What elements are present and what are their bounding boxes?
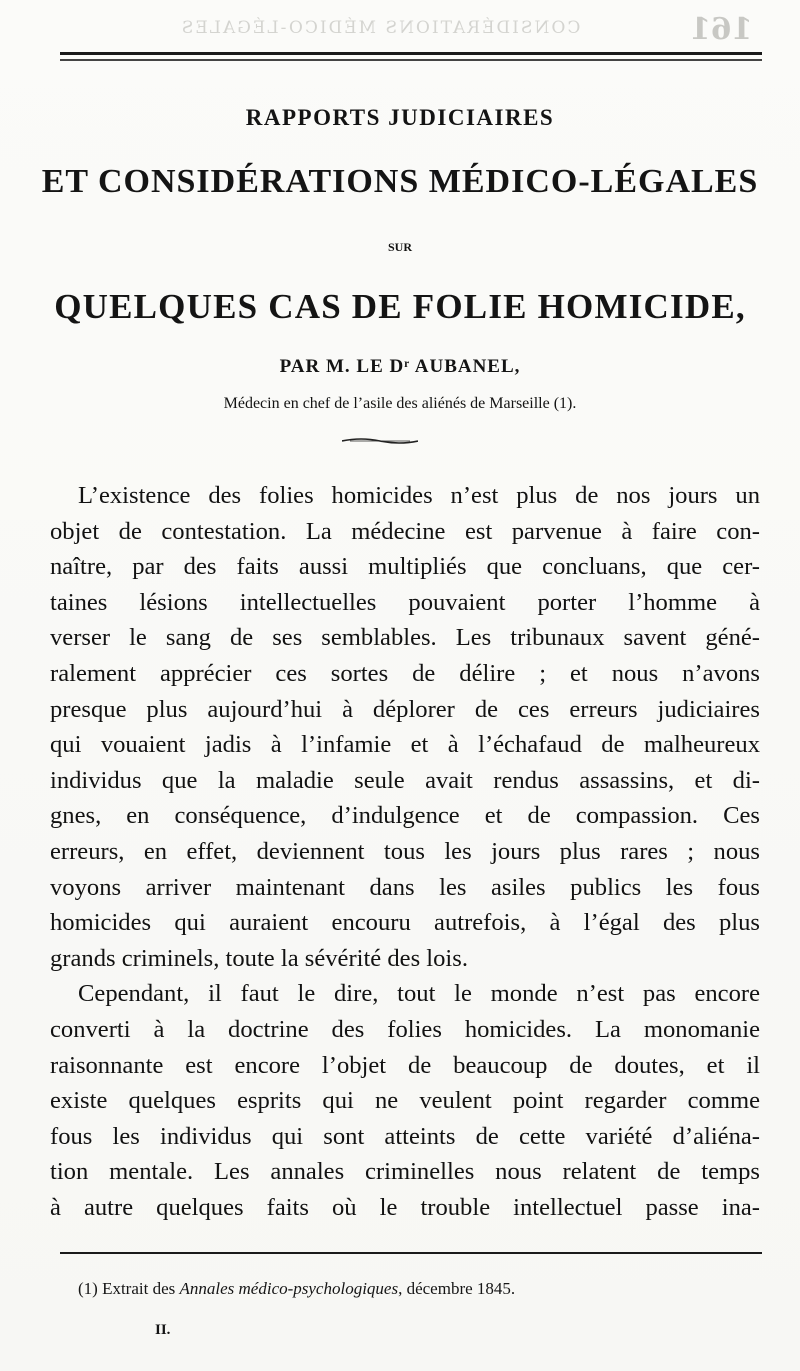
body-line: existe quelques esprits qui ne veulent point regarder comme bbox=[50, 1087, 760, 1115]
body-line: raisonnante est encore l’objet de beaucoup de doutes, et il bbox=[50, 1051, 760, 1079]
title-line-2: ET CONSIDÉRATIONS MÉDICO-LÉGALES bbox=[41, 163, 759, 200]
author-affiliation: Médecin en chef de l’asile des aliénés de Marseille (1). bbox=[223, 395, 577, 412]
title-line-3: QUELQUES CAS DE FOLIE HOMICIDE, bbox=[54, 287, 746, 326]
title-connector: SUR bbox=[387, 240, 412, 254]
ornamental-rule bbox=[342, 437, 418, 445]
body-line: qui vouaient jadis à l’infamie et à l’échafaud de malheureux bbox=[50, 731, 760, 759]
author-line: PAR M. LE Dʳ AUBANEL, bbox=[279, 356, 521, 377]
footnote bbox=[78, 1279, 678, 1299]
body-line: gnes, en conséquence, d’indulgence et de compassion. Ces bbox=[50, 802, 760, 830]
body-line: erreurs, en effet, deviennent tous les jours plus rares ; nous bbox=[50, 837, 760, 865]
body-line: à autre quelques faits où le trouble intellectuel passe ina- bbox=[50, 1193, 760, 1221]
footnote-text-after: , décembre 1845. bbox=[398, 1279, 516, 1298]
body-line: Cependant, il faut le dire, tout le monde n’est pas encore bbox=[78, 980, 760, 1008]
body-line: objet de contestation. La médecine est parvenue à faire con- bbox=[50, 517, 760, 545]
footnote-text-before: Extrait des bbox=[102, 1279, 176, 1298]
body-line: tion mentale. Les annales criminelles nous relatent de temps bbox=[50, 1158, 760, 1186]
body-line: verser le sang de ses semblables. Les tribunaux savent géné- bbox=[50, 624, 760, 652]
show-through-running-head: CONSIDÉRATIONS MÉDICO-LÉGALES bbox=[179, 18, 581, 38]
body-line: naître, par des faits aussi multipliés que concluans, que cer- bbox=[50, 553, 760, 581]
body-line: voyons arriver maintenant dans les asiles publics les fous bbox=[50, 873, 760, 901]
article-body bbox=[50, 478, 760, 1225]
footnote-marker: (1) bbox=[78, 1279, 98, 1298]
body-line: fous les individus qui sont atteints de cette variété d’aliéna- bbox=[50, 1122, 760, 1150]
printer-signature-mark: II. bbox=[155, 1322, 171, 1338]
body-line: grands criminels, toute la sévérité des lois. bbox=[50, 944, 468, 972]
show-through-page-number: 161 bbox=[690, 12, 753, 47]
body-line: presque plus aujourd’hui à déplorer de ces erreurs judiciaires bbox=[50, 695, 760, 723]
header-rule-thick bbox=[60, 52, 762, 55]
body-line: ralement apprécier ces sortes de délire ; et nous n’avons bbox=[50, 659, 760, 687]
body-line: converti à la doctrine des folies homicides. La monomanie bbox=[50, 1015, 760, 1043]
body-line: L’existence des folies homicides n’est plus de nos jours un bbox=[78, 482, 760, 509]
header-rule-thin bbox=[60, 59, 762, 61]
title-line-1: RAPPORTS JUDICIAIRES bbox=[245, 105, 555, 130]
body-line: homicides qui auraient encouru autrefois, à l’égal des plus bbox=[50, 909, 760, 937]
body-line: taines lésions intellectuelles pouvaient porter l’homme à bbox=[50, 588, 760, 616]
footnote-journal-title: Annales médico-psychologiques bbox=[179, 1279, 399, 1298]
footnote-rule bbox=[60, 1252, 762, 1254]
body-line: individus que la maladie seule avait rendus assassins, et di- bbox=[50, 766, 760, 794]
